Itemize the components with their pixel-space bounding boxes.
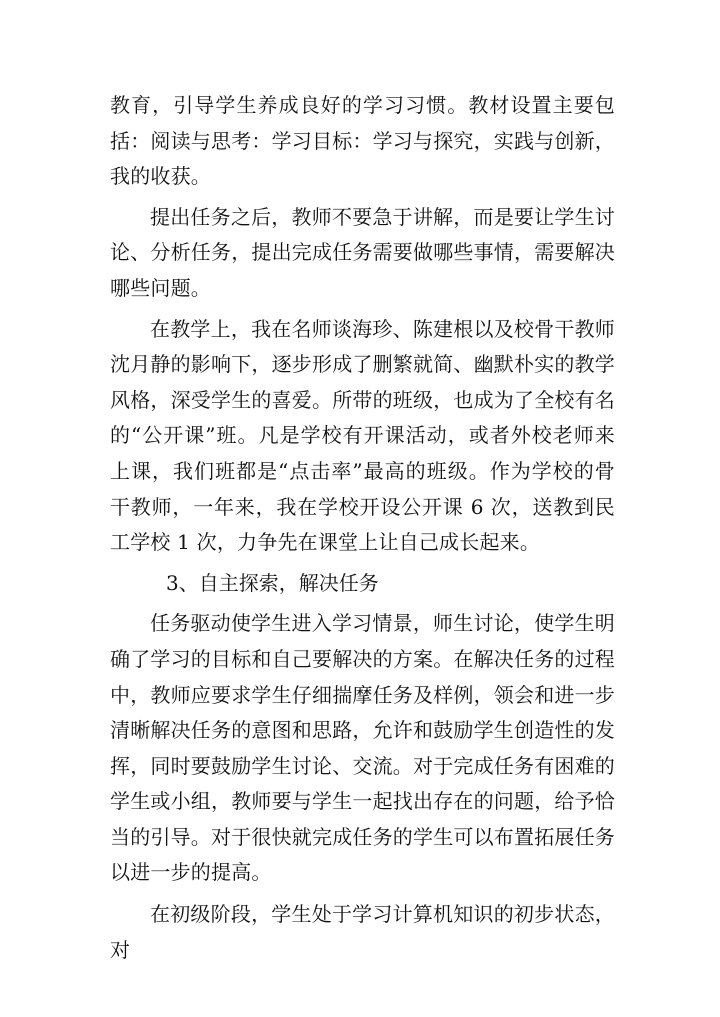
paragraph-teaching-style: 在教学上，我在名师谈海珍、陈建根以及校骨干教师沈月静的影响下，逐步形成了删繁就简、幽默朴实的教学风格，深受学生的喜爱。所带的班级，也成为了全校有名的“公开课”班。凡是学校有开课活动，或者外校老师来上课，我们班都是“点击率”最高的班级。作为学校的骨干教师，一年来，我在学校开设公开课 6 次，送教到民工学校 1 次，力争先在课堂上让自己成长起来。 [110,316,615,555]
paragraph-initial-stage: 在初级阶段，学生处于学习计算机知识的初步状态，对 [110,902,615,962]
paragraph-learning-habits: 教育，引导学生养成良好的学习习惯。教材设置主要包括：阅读与思考：学习目标：学习与探究，实践与创新，我的收获。 [110,93,615,189]
paragraph-task-driven: 任务驱动使学生进入学习情景，师生讨论，使学生明确了学习的目标和自己要解决的方案。在解决任务的过程中，教师应要求学生仔细揣摩任务及样例，领会和进一步清晰解决任务的意图和思路，允许和鼓励学生创造性的发挥，同时要鼓励学生讨论、交流。对于完成任务有困难的学生或小组，教师要与学生一起找出存在的问题，给予恰当的引导。对于很快就完成任务的学生可以布置拓展任务以进一步的提高。 [110,611,615,885]
paragraph-task-discussion: 提出任务之后，教师不要急于讲解，而是要让学生讨论、分析任务，提出完成任务需要做哪些事情，需要解决哪些问题。 [110,204,615,300]
section-heading: 3、自主探索，解决任务 [166,570,379,595]
document-body [110,88,615,968]
